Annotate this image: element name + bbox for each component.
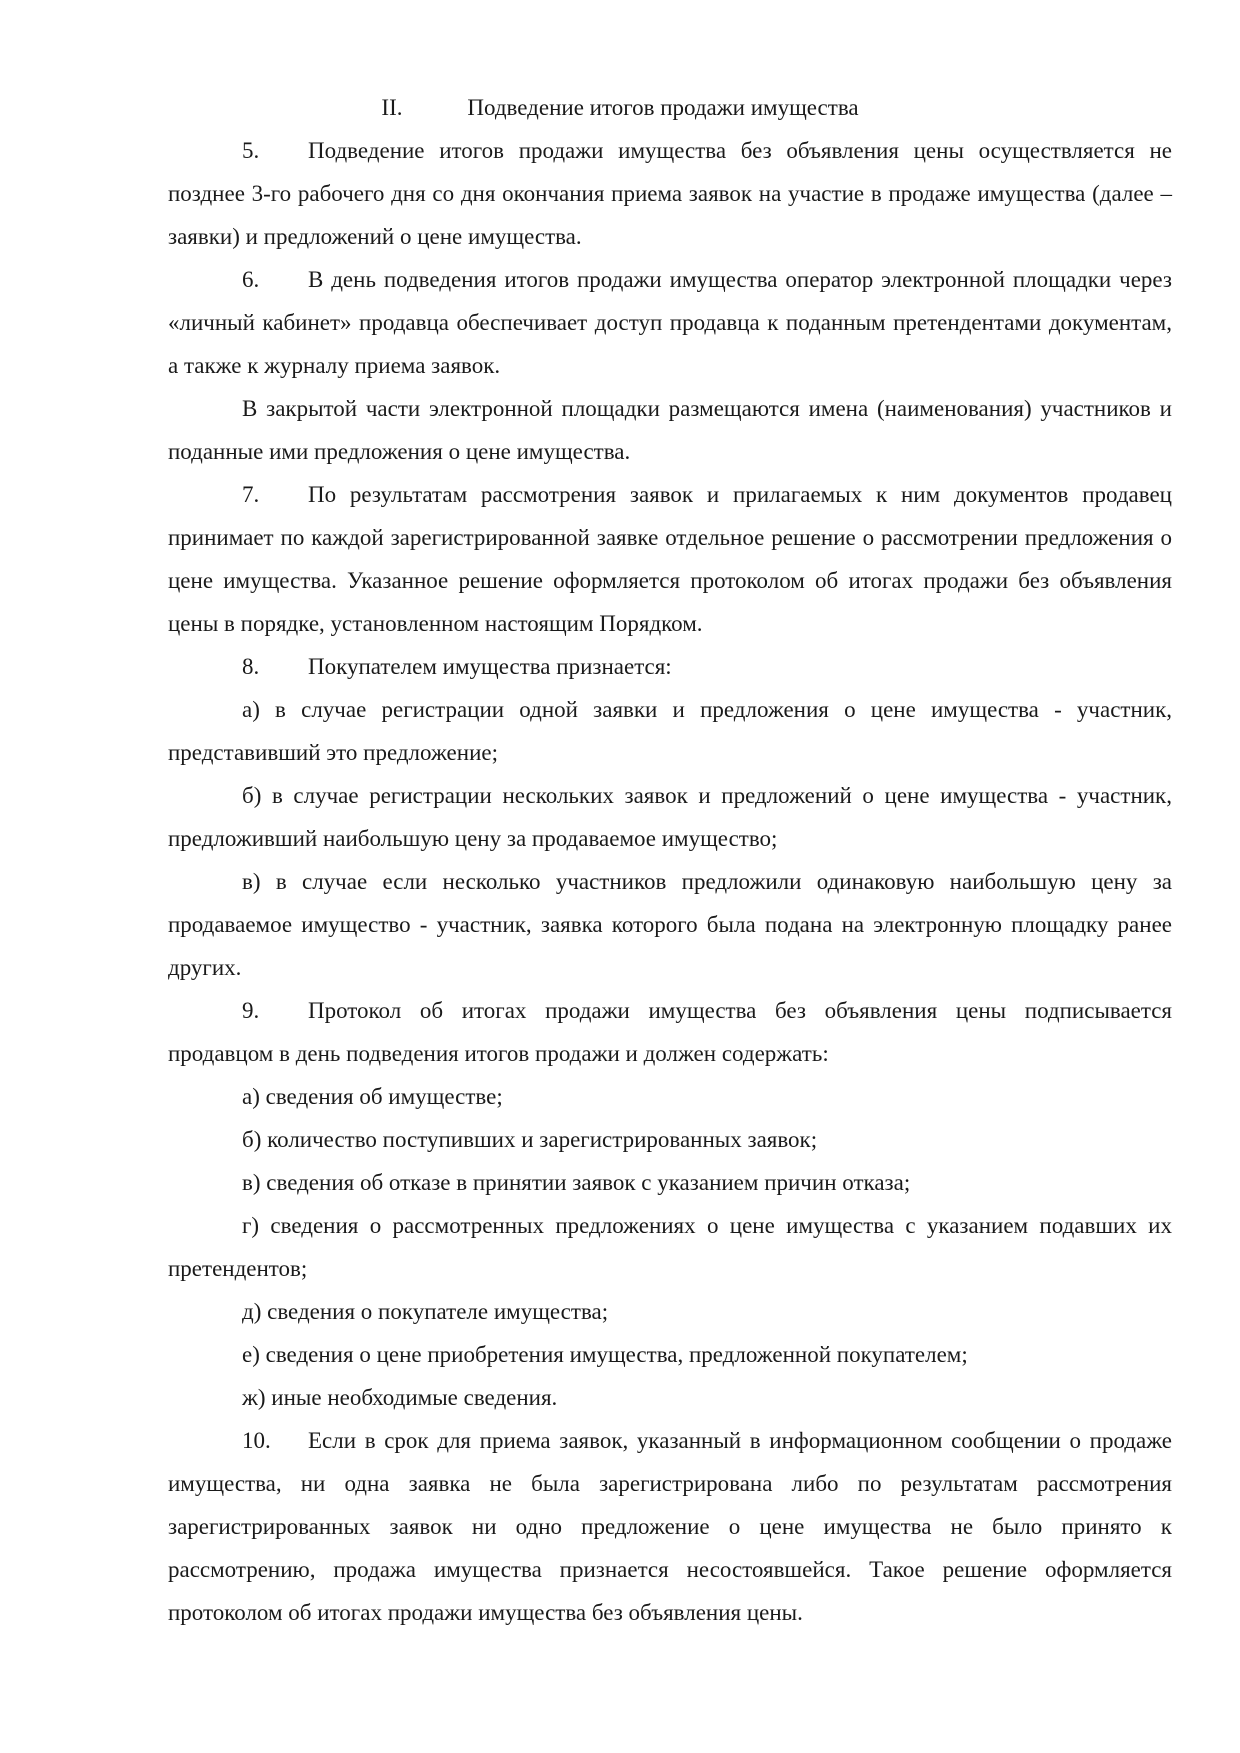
paragraph-number: 9. bbox=[242, 998, 260, 1023]
paragraph-text: Если в срок для приема заявок, указанный в информационном сообщении о продаже имущества, ни одна заявка не была зарегистрирована либо по результатам рассмотрения зарегистрированных заявок ни одно предложение о цене имущества не было принято к рассмотрению, продажа имущества признается несостоявшейся. Такое решение оформляется протоколом об итогах продажи имущества без объявления цены. bbox=[168, 1428, 1172, 1625]
list-item-text: д) сведения о покупателе имущества; bbox=[242, 1299, 609, 1324]
paragraph-7 bbox=[168, 473, 1172, 645]
paragraph-text: В день подведения итогов продажи имущества оператор электронной площадки через «личный кабинет» продавца обеспечивает доступ продавца к поданным претендентами документам, а также к журналу приема заявок. bbox=[168, 267, 1172, 378]
paragraph-number: 6. bbox=[242, 267, 260, 292]
list-item-9d bbox=[168, 1290, 1172, 1333]
paragraph-number: 8. bbox=[242, 654, 260, 679]
list-item-9g bbox=[168, 1204, 1172, 1290]
section-number: II. bbox=[381, 95, 403, 120]
paragraph-8 bbox=[168, 645, 1172, 688]
paragraph-text: По результатам рассмотрения заявок и прилагаемых к ним документов продавец принимает по каждой зарегистрированной заявке отдельное решение о рассмотрении предложения о цене имущества. Указанное решение оформляется протоколом об итогах продажи без объявления цены в порядке, установленном настоящим Порядком. bbox=[168, 482, 1172, 636]
paragraph-9 bbox=[168, 989, 1172, 1075]
list-item-9e bbox=[168, 1333, 1172, 1376]
list-item-text: а) в случае регистрации одной заявки и предложения о цене имущества - участник, представивший это предложение; bbox=[168, 697, 1172, 765]
paragraph-text: Подведение итогов продажи имущества без объявления цены осуществляется не позднее 3-го рабочего дня со дня окончания приема заявок на участие в продаже имущества (далее – заявки) и предложений о цене имущества. bbox=[168, 138, 1172, 249]
paragraph-text: В закрытой части электронной площадки размещаются имена (наименования) участников и поданные ими предложения о цене имущества. bbox=[168, 396, 1172, 464]
list-item-9v bbox=[168, 1161, 1172, 1204]
list-item-9zh bbox=[168, 1376, 1172, 1419]
list-item-8a bbox=[168, 688, 1172, 774]
paragraph-10 bbox=[168, 1419, 1172, 1634]
list-item-text: б) количество поступивших и зарегистрированных заявок; bbox=[242, 1127, 818, 1152]
list-item-9a bbox=[168, 1075, 1172, 1118]
list-item-text: г) сведения о рассмотренных предложениях о цене имущества с указанием подавших их претендентов; bbox=[168, 1213, 1172, 1281]
list-item-text: б) в случае регистрации нескольких заявок и предложений о цене имущества - участник, предложивший наибольшую цену за продаваемое имущество; bbox=[168, 783, 1172, 851]
list-item-8v bbox=[168, 860, 1172, 989]
list-item-text: в) сведения об отказе в принятии заявок с указанием причин отказа; bbox=[242, 1170, 911, 1195]
paragraph-number: 5. bbox=[242, 138, 260, 163]
paragraph-number: 10. bbox=[242, 1428, 271, 1453]
document-body bbox=[168, 129, 1172, 1634]
paragraph-number: 7. bbox=[242, 482, 260, 507]
paragraph-text: Покупателем имущества признается: bbox=[308, 654, 672, 679]
list-item-text: в) в случае если несколько участников предложили одинаковую наибольшую цену за продаваемое имущество - участник, заявка которого была подана на электронную площадку ранее других. bbox=[168, 869, 1172, 980]
section-title: Подведение итогов продажи имущества bbox=[467, 95, 859, 120]
list-item-text: ж) иные необходимые сведения. bbox=[242, 1385, 558, 1410]
list-item-text: е) сведения о цене приобретения имущества, предложенной покупателем; bbox=[242, 1342, 968, 1367]
list-item-text: а) сведения об имуществе; bbox=[242, 1084, 503, 1109]
section-heading bbox=[0, 86, 1240, 129]
paragraph-6 bbox=[168, 258, 1172, 387]
paragraph-6-closed-part bbox=[168, 387, 1172, 473]
paragraph-5 bbox=[168, 129, 1172, 258]
list-item-9b bbox=[168, 1118, 1172, 1161]
list-item-8b bbox=[168, 774, 1172, 860]
paragraph-text: Протокол об итогах продажи имущества без объявления цены подписывается продавцом в день подведения итогов продажи и должен содержать: bbox=[168, 998, 1172, 1066]
